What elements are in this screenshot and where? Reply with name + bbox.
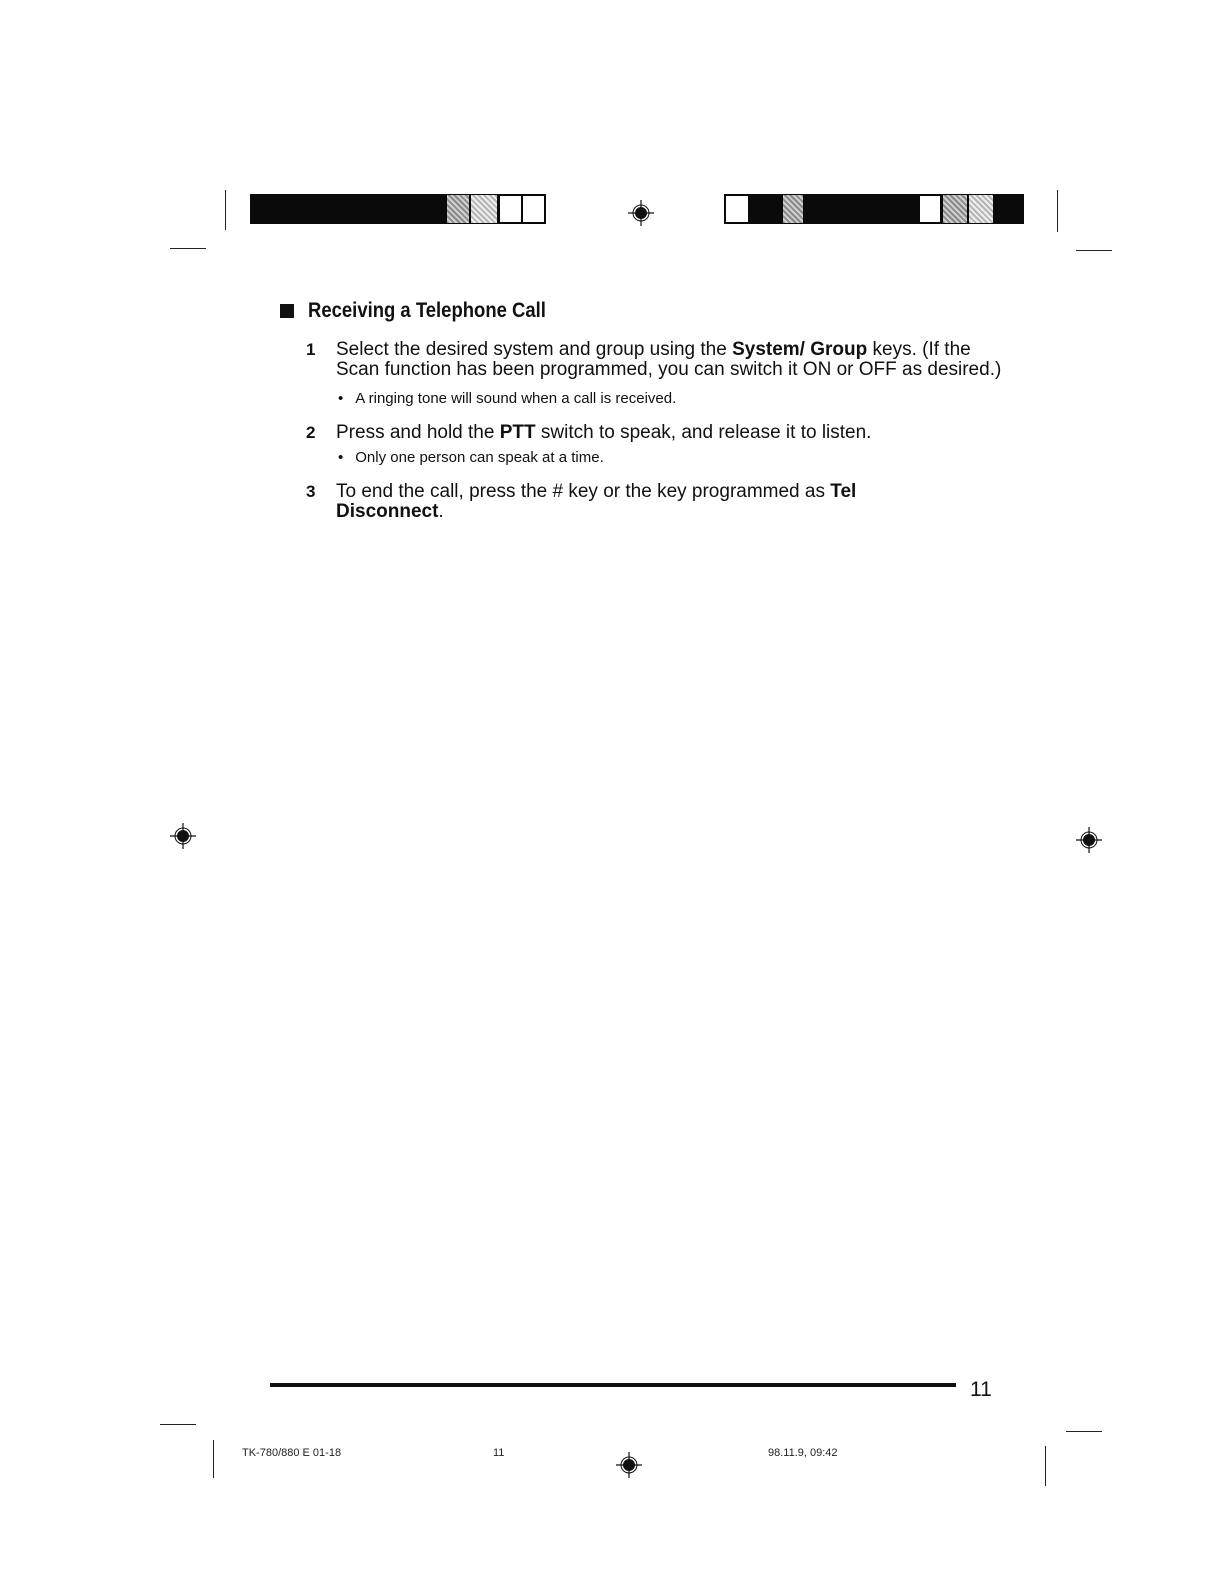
step-note (336, 390, 1006, 407)
registration-mark-right-icon (1076, 827, 1102, 853)
slug-timestamp: 98.11.9, 09:42 (768, 1447, 838, 1459)
slug-page: 11 (493, 1447, 505, 1459)
step-text-part: switch to speak, and release it to listen. (535, 422, 872, 443)
crop-mark-bottom-left-horizontal (160, 1424, 196, 1425)
step-text (336, 340, 1006, 380)
step-text (336, 482, 936, 522)
color-swatch-white (724, 194, 750, 224)
bullet-square-icon (280, 304, 294, 318)
crop-mark-top-right-vertical (1057, 190, 1058, 232)
step-text-part: . (438, 501, 444, 522)
registration-mark-left-icon (170, 823, 196, 849)
crop-mark-top-left-horizontal (170, 248, 206, 249)
color-swatch-gray (446, 194, 470, 224)
color-swatch-white (521, 194, 546, 224)
slug-job-code: TK-780/880 E 01-18 (242, 1447, 342, 1459)
step-note-text: A ringing tone will sound when a call is received. (355, 390, 677, 407)
color-swatch-black (804, 194, 918, 224)
step-note-text: Only one person can speak at a time. (355, 449, 604, 466)
registration-mark-bottom-icon (616, 1452, 642, 1478)
page-number: 11 (970, 1378, 992, 1401)
color-swatch-white (918, 194, 942, 224)
section-title: Receiving a Telephone Call (308, 299, 546, 322)
color-swatch-black (994, 194, 1024, 224)
crop-mark-bottom-right-vertical (1045, 1446, 1046, 1486)
color-bar-right (724, 194, 1024, 224)
step-key-label: PTT (499, 422, 536, 443)
step-key-label: Tel Disconnect (336, 481, 857, 522)
step-text-part: Select the desired system and group using the (336, 339, 733, 360)
bullet-dot-icon: • (338, 449, 344, 466)
step-number: 1 (306, 340, 316, 359)
step-item (306, 482, 936, 522)
color-bar-left (250, 194, 546, 224)
registration-mark-top-icon (628, 200, 654, 226)
step-item (306, 423, 1006, 466)
step-number: 2 (306, 423, 316, 442)
crop-mark-top-left-vertical (225, 190, 226, 230)
section-heading (280, 299, 578, 323)
color-swatch-black (250, 194, 446, 224)
step-text-part: To end the call, press the # key or the key programmed as (336, 481, 831, 502)
color-swatch-light-gray (470, 194, 498, 224)
color-swatch-light-gray (968, 194, 994, 224)
procedure-steps (306, 340, 1006, 534)
step-key-label: System/ Group (732, 339, 868, 360)
color-swatch-black (750, 194, 782, 224)
step-text-part: keys. (If the Scan function has been programmed, you can switch it ON or OFF as desired.) (336, 339, 1002, 380)
step-note (336, 449, 1006, 466)
color-swatch-gray (942, 194, 968, 224)
crop-mark-bottom-left-vertical (213, 1440, 214, 1478)
step-text (336, 423, 1006, 443)
color-swatch-gray (782, 194, 804, 224)
step-number: 3 (306, 482, 316, 501)
bullet-dot-icon: • (338, 390, 344, 407)
crop-mark-top-right-horizontal (1076, 250, 1112, 251)
step-text-part: Press and hold the (336, 422, 500, 443)
color-swatch-white (498, 194, 523, 224)
footer-rule (270, 1383, 956, 1387)
step-item (306, 340, 1006, 407)
crop-mark-bottom-right-horizontal (1066, 1431, 1102, 1432)
